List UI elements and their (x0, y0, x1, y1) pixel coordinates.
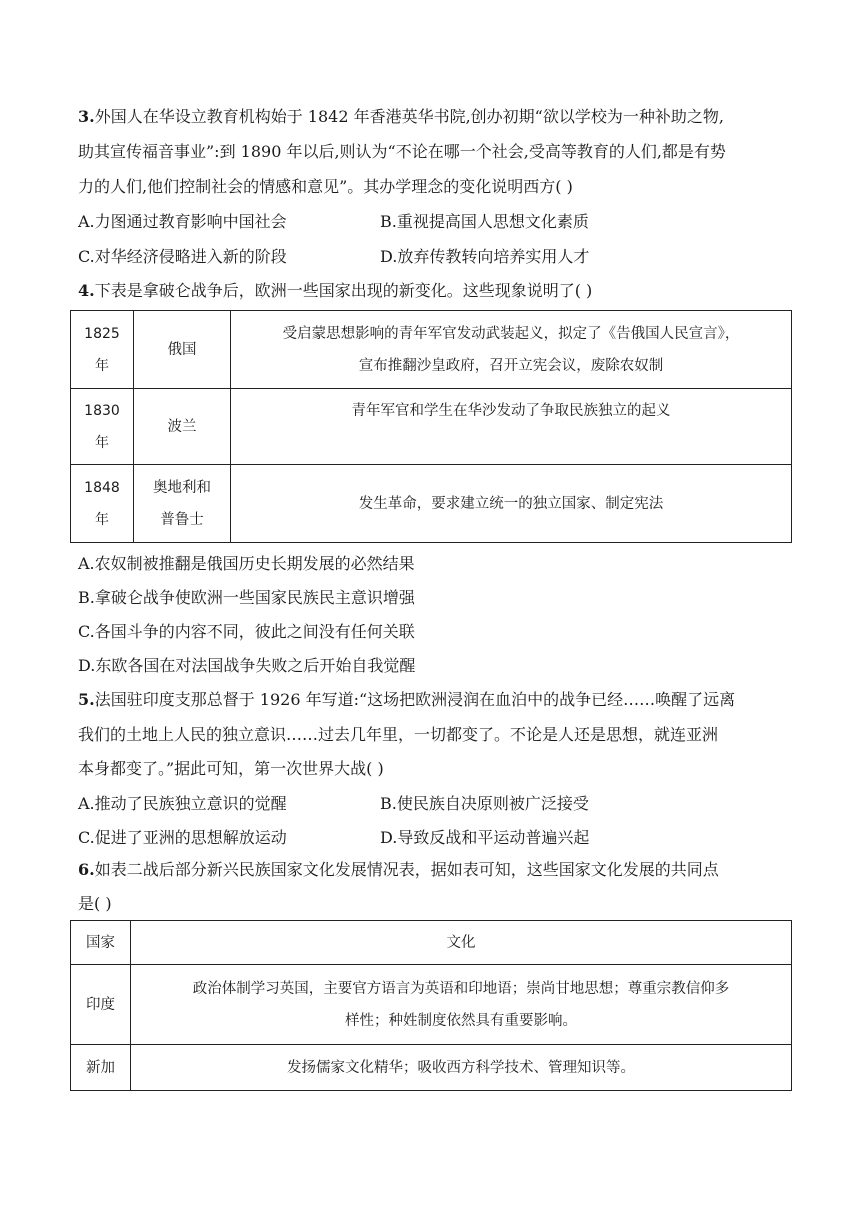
option-b[interactable]: B.重视提高国人思想文化素质 (380, 212, 589, 231)
question-number: 4. (78, 281, 95, 300)
option-c[interactable]: C.对华经济侵略进入新的阶段 (78, 247, 287, 266)
question-6-line-2: 是( ) (78, 894, 112, 913)
option-c[interactable]: C.各国斗争的内容不同，彼此之间没有任何关联 (78, 622, 415, 641)
year-cell: 1830 年 (71, 389, 134, 465)
option-a[interactable]: A.力图通过教育影响中国社会 (78, 212, 287, 231)
country-cell: 奥地利和 普鲁士 (134, 465, 231, 543)
question-text: 外国人在华设立教育机构始于 1842 年香港英华书院,创办初期“欲以学校为一种补助之物, (94, 107, 724, 126)
question-3-line-2: 助其宣传福音事业”:到 1890 年以后,则认为“不论在哪一个社会,受高等教育的人们,都是有势 (78, 142, 726, 161)
question-5-line-3: 本身都变了。”据此可知，第一次世界大战( ) (78, 759, 384, 778)
option-a[interactable]: A.推动了民族独立意识的觉醒 (78, 794, 287, 813)
question-number: 3. (78, 107, 95, 126)
year-cell: 1825 年 (71, 311, 134, 389)
table-header-row (71, 921, 792, 965)
question-text: 如表二战后部分新兴民族国家文化发展情况表，据如表可知，这些国家文化发展的共同点 (94, 860, 719, 879)
history-table (70, 310, 792, 543)
event-cell: 发生革命，要求建立统一的独立国家、制定宪法 (231, 465, 792, 543)
culture-cell: 发扬儒家文化精华；吸收西方科学技术、管理知识等。 (131, 1045, 792, 1091)
country-cell: 俄国 (134, 311, 231, 389)
question-number: 6. (78, 860, 95, 879)
question-text: 下表是拿破仑战争后，欧洲一些国家出现的新变化。这些现象说明了( ) (94, 281, 593, 300)
header-country: 国家 (71, 921, 131, 965)
option-c[interactable]: C.促进了亚洲的思想解放运动 (78, 828, 287, 847)
option-d[interactable]: D.导致反战和平运动普遍兴起 (380, 828, 590, 847)
option-d[interactable]: D.放弃传教转向培养实用人才 (380, 247, 590, 266)
culture-cell: 政治体制学习英国，主要官方语言为英语和印地语；崇尚甘地思想；尊重宗教信仰多 样性；种姓制度依然具有重要影响。 (131, 965, 792, 1045)
table-row (71, 465, 792, 543)
question-5-line-2: 我们的土地上人民的独立意识……过去几年里，一切都变了。不论是人还是思想，就连亚洲 (78, 725, 719, 744)
year-cell: 1848 年 (71, 465, 134, 543)
country-cell: 波兰 (134, 389, 231, 465)
header-culture: 文化 (131, 921, 792, 965)
culture-table (70, 920, 792, 1091)
table-row (71, 1045, 792, 1091)
question-3-line-3: 力的人们,他们控制社会的情感和意见”。其办学理念的变化说明西方( ) (78, 177, 573, 196)
option-a[interactable]: A.农奴制被推翻是俄国历史长期发展的必然结果 (78, 554, 415, 573)
table-row (71, 389, 792, 465)
option-d[interactable]: D.东欧各国在对法国战争失败之后开始自我觉醒 (78, 656, 416, 675)
event-cell: 受启蒙思想影响的青年军官发动武装起义，拟定了《告俄国人民宣言》， 宣布推翻沙皇政府，召开立宪会议，废除农奴制 (231, 311, 792, 389)
option-b[interactable]: B.拿破仑战争使欧洲一些国家民族民主意识增强 (78, 588, 415, 607)
question-4-stem (78, 274, 592, 308)
table-row (71, 965, 792, 1045)
country-cell: 印度 (71, 965, 131, 1045)
question-number: 5. (78, 690, 95, 709)
question-5-line-1 (78, 683, 735, 717)
table-row (71, 311, 792, 389)
option-b[interactable]: B.使民族自决原则被广泛接受 (380, 794, 589, 813)
question-3-line-1 (78, 100, 724, 134)
question-text: 法国驻印度支那总督于 1926 年写道:“这场把欧洲浸润在血泊中的战争已经……唤醒了远离 (94, 690, 736, 709)
question-6-line-1 (78, 853, 719, 887)
event-cell: 青年军官和学生在华沙发动了争取民族独立的起义 (231, 389, 792, 465)
country-cell: 新加 (71, 1045, 131, 1091)
